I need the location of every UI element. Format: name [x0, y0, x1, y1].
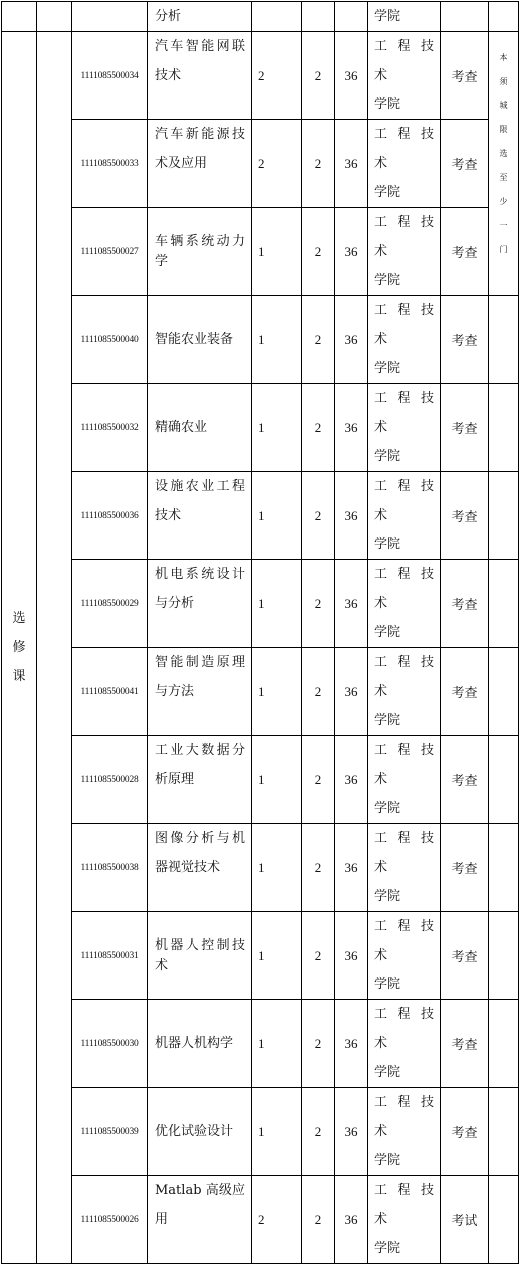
table-row	[2, 1176, 519, 1264]
credits: 1	[252, 1000, 302, 1088]
course-name: 车辆系统动力学	[148, 208, 252, 296]
category-char: 课	[12, 669, 26, 684]
table-row	[2, 1088, 519, 1176]
table-row	[2, 208, 519, 296]
department-line-2: 学院	[374, 1241, 401, 1256]
note-empty	[489, 296, 519, 384]
course-code: 1111085500031	[72, 912, 148, 1000]
credits: 1	[252, 208, 302, 296]
department-line-1: 工 程 技 术	[374, 1007, 434, 1051]
department-line-2: 学院	[374, 273, 401, 288]
note-empty	[489, 1000, 519, 1088]
exam-type: 考查	[441, 560, 489, 648]
total-hours: 36	[335, 1000, 368, 1088]
department-line-1: 工 程 技 术	[374, 1095, 434, 1139]
department	[368, 384, 441, 472]
table-row	[2, 32, 519, 120]
department-line-1: 工 程 技 术	[374, 391, 434, 435]
total-hours: 36	[335, 648, 368, 736]
exam-type: 考查	[441, 912, 489, 1000]
course-code: 1111085500028	[72, 736, 148, 824]
note-char: 选	[499, 149, 508, 158]
department	[368, 208, 441, 296]
department-line-2: 学院	[374, 97, 401, 112]
department-line-1: 工 程 技 术	[374, 655, 434, 699]
table-row-continued	[2, 2, 519, 32]
total-hours: 36	[335, 736, 368, 824]
exam-type: 考查	[441, 120, 489, 208]
credits: 1	[252, 384, 302, 472]
note-char: 至	[499, 173, 508, 182]
course-name: 智能制造原理与方法	[148, 648, 252, 736]
course-code: 1111085500029	[72, 560, 148, 648]
table-row	[2, 912, 519, 1000]
department	[368, 648, 441, 736]
department-line-1: 工 程 技 术	[374, 1183, 434, 1227]
exam-type: 考查	[441, 1000, 489, 1088]
total-hours: 36	[335, 296, 368, 384]
credits: 1	[252, 560, 302, 648]
table-row	[2, 648, 519, 736]
credits: 2	[252, 32, 302, 120]
department-line-2: 学院	[374, 537, 401, 552]
total-hours: 36	[335, 120, 368, 208]
weekly-hours: 2	[302, 1088, 335, 1176]
course-code: 1111085500041	[72, 648, 148, 736]
note-empty	[489, 560, 519, 648]
department	[368, 1088, 441, 1176]
course-name: Matlab 高级应用	[148, 1176, 252, 1264]
credits: 2	[252, 120, 302, 208]
category-char: 选	[12, 611, 26, 626]
department-line-1: 工 程 技 术	[374, 567, 434, 611]
course-code: 1111085500034	[72, 32, 148, 120]
department	[368, 296, 441, 384]
note-empty	[489, 912, 519, 1000]
course-name: 机电系统设计与分析	[148, 560, 252, 648]
weekly-hours: 2	[302, 560, 335, 648]
department-line-2: 学院	[374, 625, 401, 640]
exam-type: 考查	[441, 32, 489, 120]
credits: 1	[252, 824, 302, 912]
total-hours: 36	[335, 560, 368, 648]
department	[368, 736, 441, 824]
note-empty	[489, 736, 519, 824]
note-empty	[489, 1176, 519, 1264]
credits: 2	[252, 1176, 302, 1264]
course-code: 1111085500036	[72, 472, 148, 560]
credits: 1	[252, 648, 302, 736]
exam-type: 考查	[441, 296, 489, 384]
course-name: 图像分析与机器视觉技术	[148, 824, 252, 912]
department-line-2: 学院	[374, 361, 401, 376]
note-char: 城	[499, 101, 508, 110]
note-char: 本	[499, 53, 508, 62]
course-name: 设施农业工程技术	[148, 472, 252, 560]
course-name: 机器人机构学	[148, 1000, 252, 1088]
dept-tail: 学院	[368, 2, 441, 32]
course-name: 汽车智能网联技术	[148, 32, 252, 120]
table-row	[2, 736, 519, 824]
weekly-hours: 2	[302, 1000, 335, 1088]
department	[368, 560, 441, 648]
total-hours: 36	[335, 1088, 368, 1176]
total-hours: 36	[335, 1176, 368, 1264]
category-cell	[2, 32, 37, 1264]
department	[368, 472, 441, 560]
weekly-hours: 2	[302, 208, 335, 296]
note-empty	[489, 824, 519, 912]
department-line-2: 学院	[374, 889, 401, 904]
total-hours: 36	[335, 912, 368, 1000]
weekly-hours: 2	[302, 472, 335, 560]
note-char: 须	[499, 77, 508, 86]
course-code: 1111085500030	[72, 1000, 148, 1088]
department	[368, 32, 441, 120]
exam-type: 考查	[441, 736, 489, 824]
total-hours: 36	[335, 32, 368, 120]
department-line-1: 工 程 技 术	[374, 831, 434, 875]
table-row	[2, 560, 519, 648]
weekly-hours: 2	[302, 824, 335, 912]
total-hours: 36	[335, 384, 368, 472]
department-line-2: 学院	[374, 713, 401, 728]
weekly-hours: 2	[302, 648, 335, 736]
course-name-tail: 分析	[148, 2, 252, 32]
course-code: 1111085500040	[72, 296, 148, 384]
weekly-hours: 2	[302, 32, 335, 120]
course-code: 1111085500039	[72, 1088, 148, 1176]
credits: 1	[252, 736, 302, 824]
total-hours: 36	[335, 472, 368, 560]
note-empty	[489, 472, 519, 560]
note-empty	[489, 1088, 519, 1176]
department-line-1: 工 程 技 术	[374, 479, 434, 523]
note-cell	[489, 32, 519, 296]
exam-type: 考查	[441, 824, 489, 912]
table-row	[2, 472, 519, 560]
department	[368, 1000, 441, 1088]
total-hours: 36	[335, 824, 368, 912]
exam-type: 考查	[441, 472, 489, 560]
department	[368, 824, 441, 912]
department-line-2: 学院	[374, 185, 401, 200]
department-line-2: 学院	[374, 801, 401, 816]
department-line-2: 学院	[374, 1065, 401, 1080]
course-name: 精确农业	[148, 384, 252, 472]
total-hours: 36	[335, 208, 368, 296]
department-line-2: 学院	[374, 1153, 401, 1168]
weekly-hours: 2	[302, 296, 335, 384]
exam-type: 考试	[441, 1176, 489, 1264]
department-line-2: 学院	[374, 449, 401, 464]
department	[368, 1176, 441, 1264]
weekly-hours: 2	[302, 120, 335, 208]
credits: 1	[252, 296, 302, 384]
course-name: 优化试验设计	[148, 1088, 252, 1176]
course-code: 1111085500038	[72, 824, 148, 912]
note-empty	[489, 648, 519, 736]
note-char: 一	[499, 221, 508, 230]
department	[368, 912, 441, 1000]
credits: 1	[252, 1088, 302, 1176]
weekly-hours: 2	[302, 384, 335, 472]
course-code: 1111085500033	[72, 120, 148, 208]
course-code: 1111085500027	[72, 208, 148, 296]
note-char: 限	[499, 125, 508, 134]
course-name: 机器人控制技术	[148, 912, 252, 1000]
department-line-1: 工 程 技 术	[374, 743, 434, 787]
course-code: 1111085500026	[72, 1176, 148, 1264]
course-code: 1111085500032	[72, 384, 148, 472]
table-row	[2, 296, 519, 384]
exam-type: 考查	[441, 1088, 489, 1176]
department	[368, 120, 441, 208]
exam-type: 考查	[441, 208, 489, 296]
table-row	[2, 384, 519, 472]
department-line-1: 工 程 技 术	[374, 919, 434, 963]
department-line-1: 工 程 技 术	[374, 39, 434, 83]
department-line-1: 工 程 技 术	[374, 303, 434, 347]
course-name: 工业大数据分析原理	[148, 736, 252, 824]
weekly-hours: 2	[302, 736, 335, 824]
exam-type: 考查	[441, 384, 489, 472]
table-row	[2, 824, 519, 912]
empty-col	[37, 32, 72, 1264]
table-row	[2, 1000, 519, 1088]
exam-type: 考查	[441, 648, 489, 736]
department-line-1: 工 程 技 术	[374, 215, 434, 259]
note-char: 门	[499, 245, 508, 254]
weekly-hours: 2	[302, 912, 335, 1000]
department-line-1: 工 程 技 术	[374, 127, 434, 171]
course-name: 汽车新能源技术及应用	[148, 120, 252, 208]
weekly-hours: 2	[302, 1176, 335, 1264]
department-line-2: 学院	[374, 977, 401, 992]
credits: 1	[252, 912, 302, 1000]
table-row	[2, 120, 519, 208]
category-char: 修	[12, 640, 26, 655]
note-empty	[489, 384, 519, 472]
course-name: 智能农业装备	[148, 296, 252, 384]
credits: 1	[252, 472, 302, 560]
course-table	[1, 1, 519, 1264]
note-char: 少	[499, 197, 508, 206]
